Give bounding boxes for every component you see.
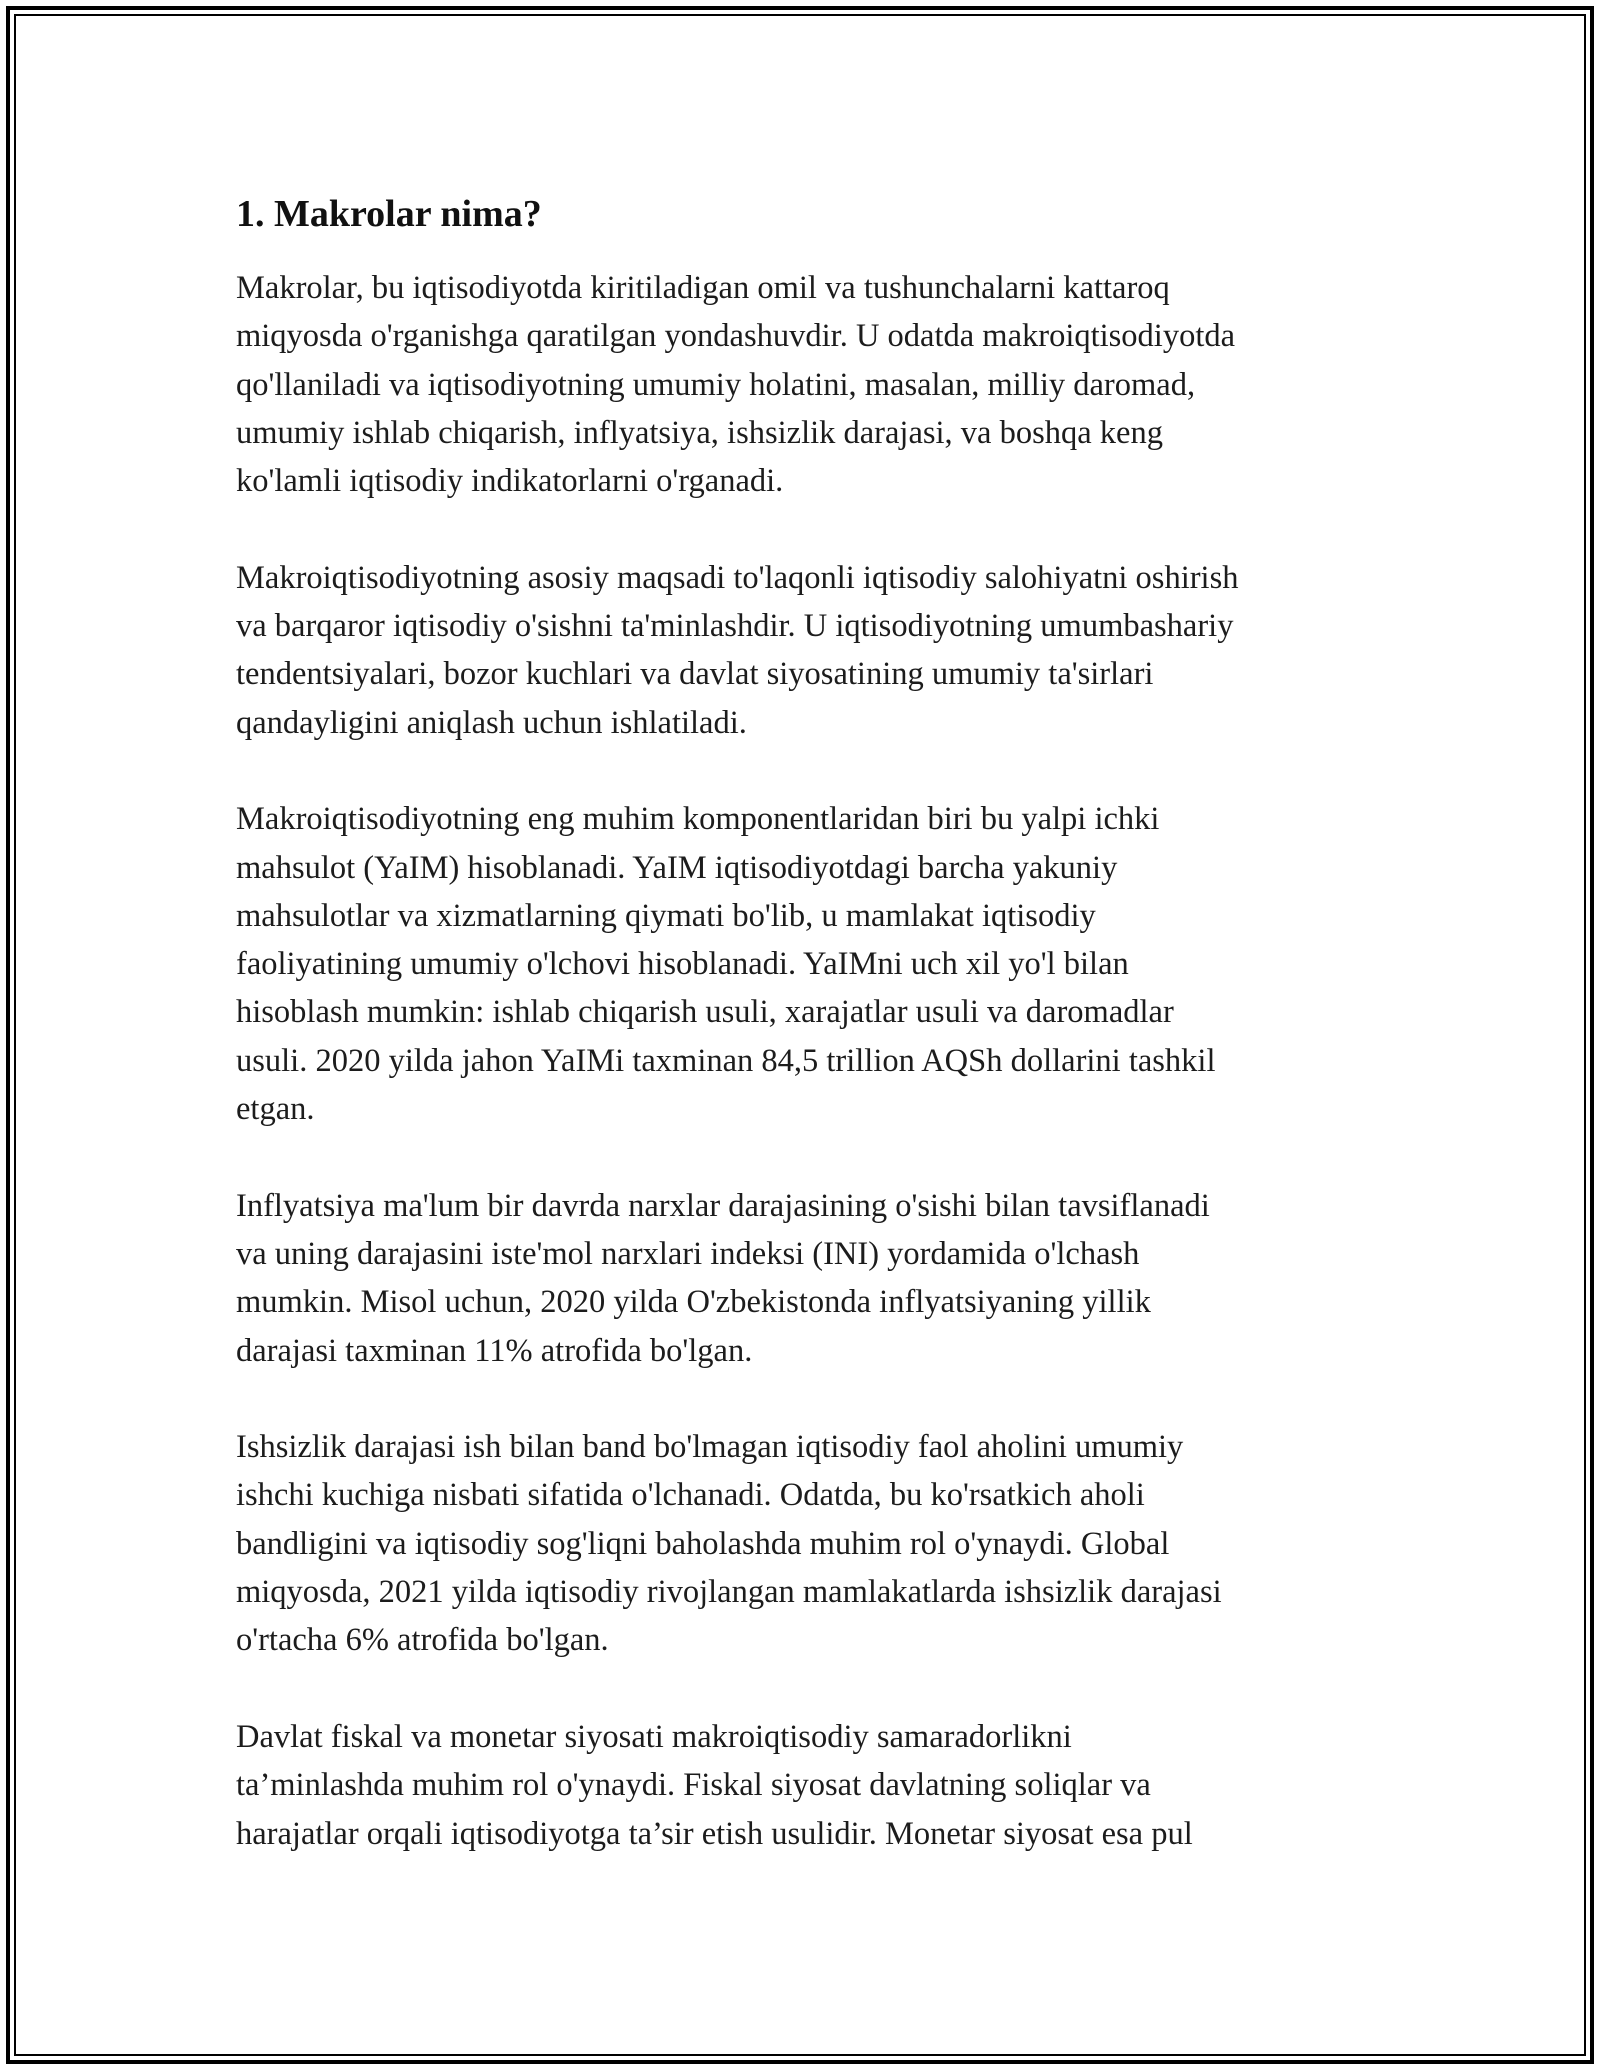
text-line: harajatlar orqali iqtisodiyotga ta’sir etish usulidir. Monetar siyosat esa pul xyxy=(236,1815,1193,1852)
text-line: mahsulot (YaIM) hisoblanadi. YaIM iqtisodiyotdagi barcha yakuniy xyxy=(236,849,1118,886)
text-line: bandligini va iqtisodiy sog'liqni baholashda muhim rol o'ynaydi. Global xyxy=(236,1525,1170,1562)
text-line: Inflyatsiya ma'lum bir davrda narxlar darajasining o'sishi bilan tavsiflanadi xyxy=(236,1187,1210,1224)
text-line: Davlat fiskal va monetar siyosati makroiqtisodiy samaradorlikni xyxy=(236,1718,1072,1755)
text-line: qo'llaniladi va iqtisodiyotning umumiy holatini, masalan, milliy daromad, xyxy=(236,366,1196,403)
text-line: tendentsiyalari, bozor kuchlari va davlat siyosatining umumiy ta'sirlari xyxy=(236,656,1154,693)
text-line: miqyosda, 2021 yilda iqtisodiy rivojlangan mamlakatlarda ishsizlik darajasi xyxy=(236,1574,1222,1611)
text-line: ta’minlashda muhim rol o'ynaydi. Fiskal siyosat davlatning soliqlar va xyxy=(236,1767,1151,1804)
text-line: hisoblash mumkin: ishlab chiqarish usuli, xarajatlar usuli va daromadlar xyxy=(236,994,1174,1031)
text-line: faoliyatining umumiy o'lchovi hisoblanadi. YaIMni uch xil yo'l bilan xyxy=(236,946,1129,983)
text-line: va barqaror iqtisodiy o'sishni ta'minlashdir. U iqtisodiyotning umumbashariy xyxy=(236,608,1234,645)
text-line: ko'lamli iqtisodiy indikatorlarni o'rganadi. xyxy=(236,463,784,500)
text-line: Makroiqtisodiyotning eng muhim komponentlaridan biri bu yalpi ichki xyxy=(236,801,1160,838)
section-heading: 1. Makrolar nima? xyxy=(236,193,542,235)
text-line: mumkin. Misol uchun, 2020 yilda O'zbekistonda inflyatsiyaning yillik xyxy=(236,1284,1151,1321)
paragraph-unemployment xyxy=(236,1423,1376,1664)
paragraph-macro-goal xyxy=(236,554,1376,747)
paragraph-inflation xyxy=(236,1182,1376,1375)
text-line: mahsulotlar va xizmatlarning qiymati bo'lib, u mamlakat iqtisodiy xyxy=(236,897,1096,934)
text-line: va uning darajasini iste'mol narxlari indeksi (INI) yordamida o'lchash xyxy=(236,1235,1140,1272)
text-line: etgan. xyxy=(236,1091,315,1128)
document-body xyxy=(236,184,1376,1906)
text-line: umumiy ishlab chiqarish, inflyatsiya, ishsizlik darajasi, va boshqa keng xyxy=(236,414,1163,451)
text-line: miqyosda o'rganishga qaratilgan yondashuvdir. U odatda makroiqtisodiyotda xyxy=(236,318,1236,355)
text-line: qandayligini aniqlash uchun ishlatiladi. xyxy=(236,704,747,741)
text-line: usuli. 2020 yilda jahon YaIMi taxminan 84,5 trillion AQSh dollarini tashkil xyxy=(236,1042,1216,1079)
text-line: darajasi taxminan 11% atrofida bo'lgan. xyxy=(236,1332,753,1369)
paragraph-gdp xyxy=(236,795,1376,1133)
paragraph-fiscal-monetary xyxy=(236,1713,1376,1858)
text-line: Makrolar, bu iqtisodiyotda kiritiladigan omil va tushunchalarni kattaroq xyxy=(236,270,1170,306)
text-line: o'rtacha 6% atrofida bo'lgan. xyxy=(236,1622,609,1659)
text-line: Ishsizlik darajasi ish bilan band bo'lmagan iqtisodiy faol aholini umumiy xyxy=(236,1429,1184,1466)
paragraph-macro-definition xyxy=(236,264,1376,505)
text-line: Makroiqtisodiyotning asosiy maqsadi to'laqonli iqtisodiy salohiyatni oshirish xyxy=(236,559,1239,596)
text-line: ishchi kuchiga nisbati sifatida o'lchanadi. Odatda, bu ko'rsatkich aholi xyxy=(236,1477,1145,1514)
